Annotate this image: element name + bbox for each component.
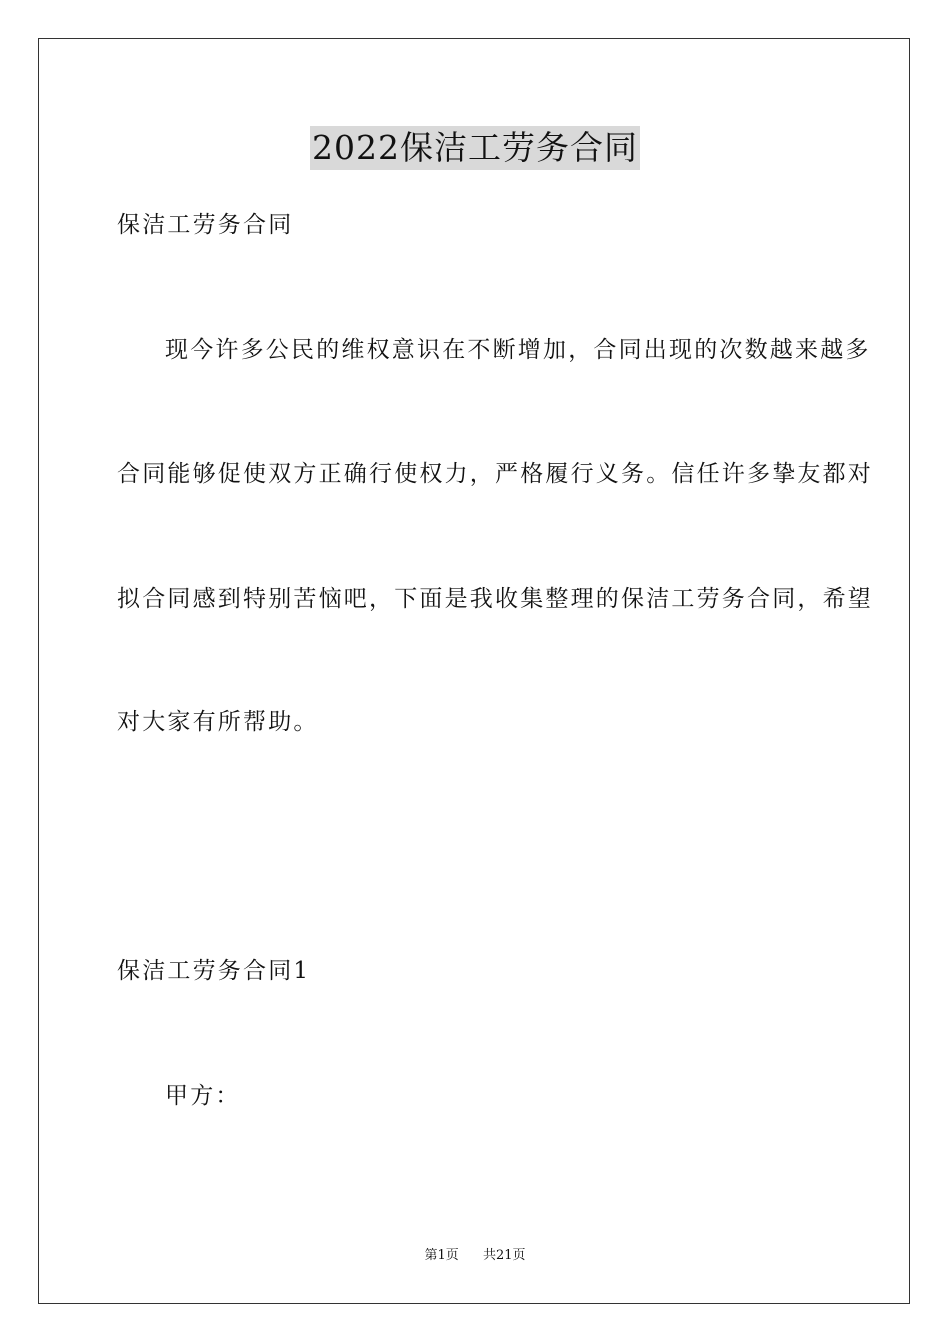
title-container	[0, 126, 950, 170]
intro-line-1: 现今许多公民的维权意识在不断增加，合同出现的次数越来越多	[165, 337, 871, 363]
page-current: 第1页	[424, 1248, 459, 1263]
party-a-label: 甲方：	[165, 1083, 241, 1109]
intro-line-2: 合同能够促使双方正确行使权力，严格履行义务。信任许多挚友都对	[117, 461, 873, 487]
document-subtitle: 保洁工劳务合同	[117, 212, 294, 238]
section-heading: 保洁工劳务合同1	[117, 958, 311, 984]
page-total: 共21页	[483, 1248, 526, 1263]
intro-line-3: 拟合同感到特别苦恼吧，下面是我收集整理的保洁工劳务合同，希望	[117, 586, 873, 612]
document-title: 2022保洁工劳务合同	[310, 126, 640, 170]
page-footer	[0, 1247, 950, 1265]
intro-line-4: 对大家有所帮助。	[117, 709, 319, 735]
